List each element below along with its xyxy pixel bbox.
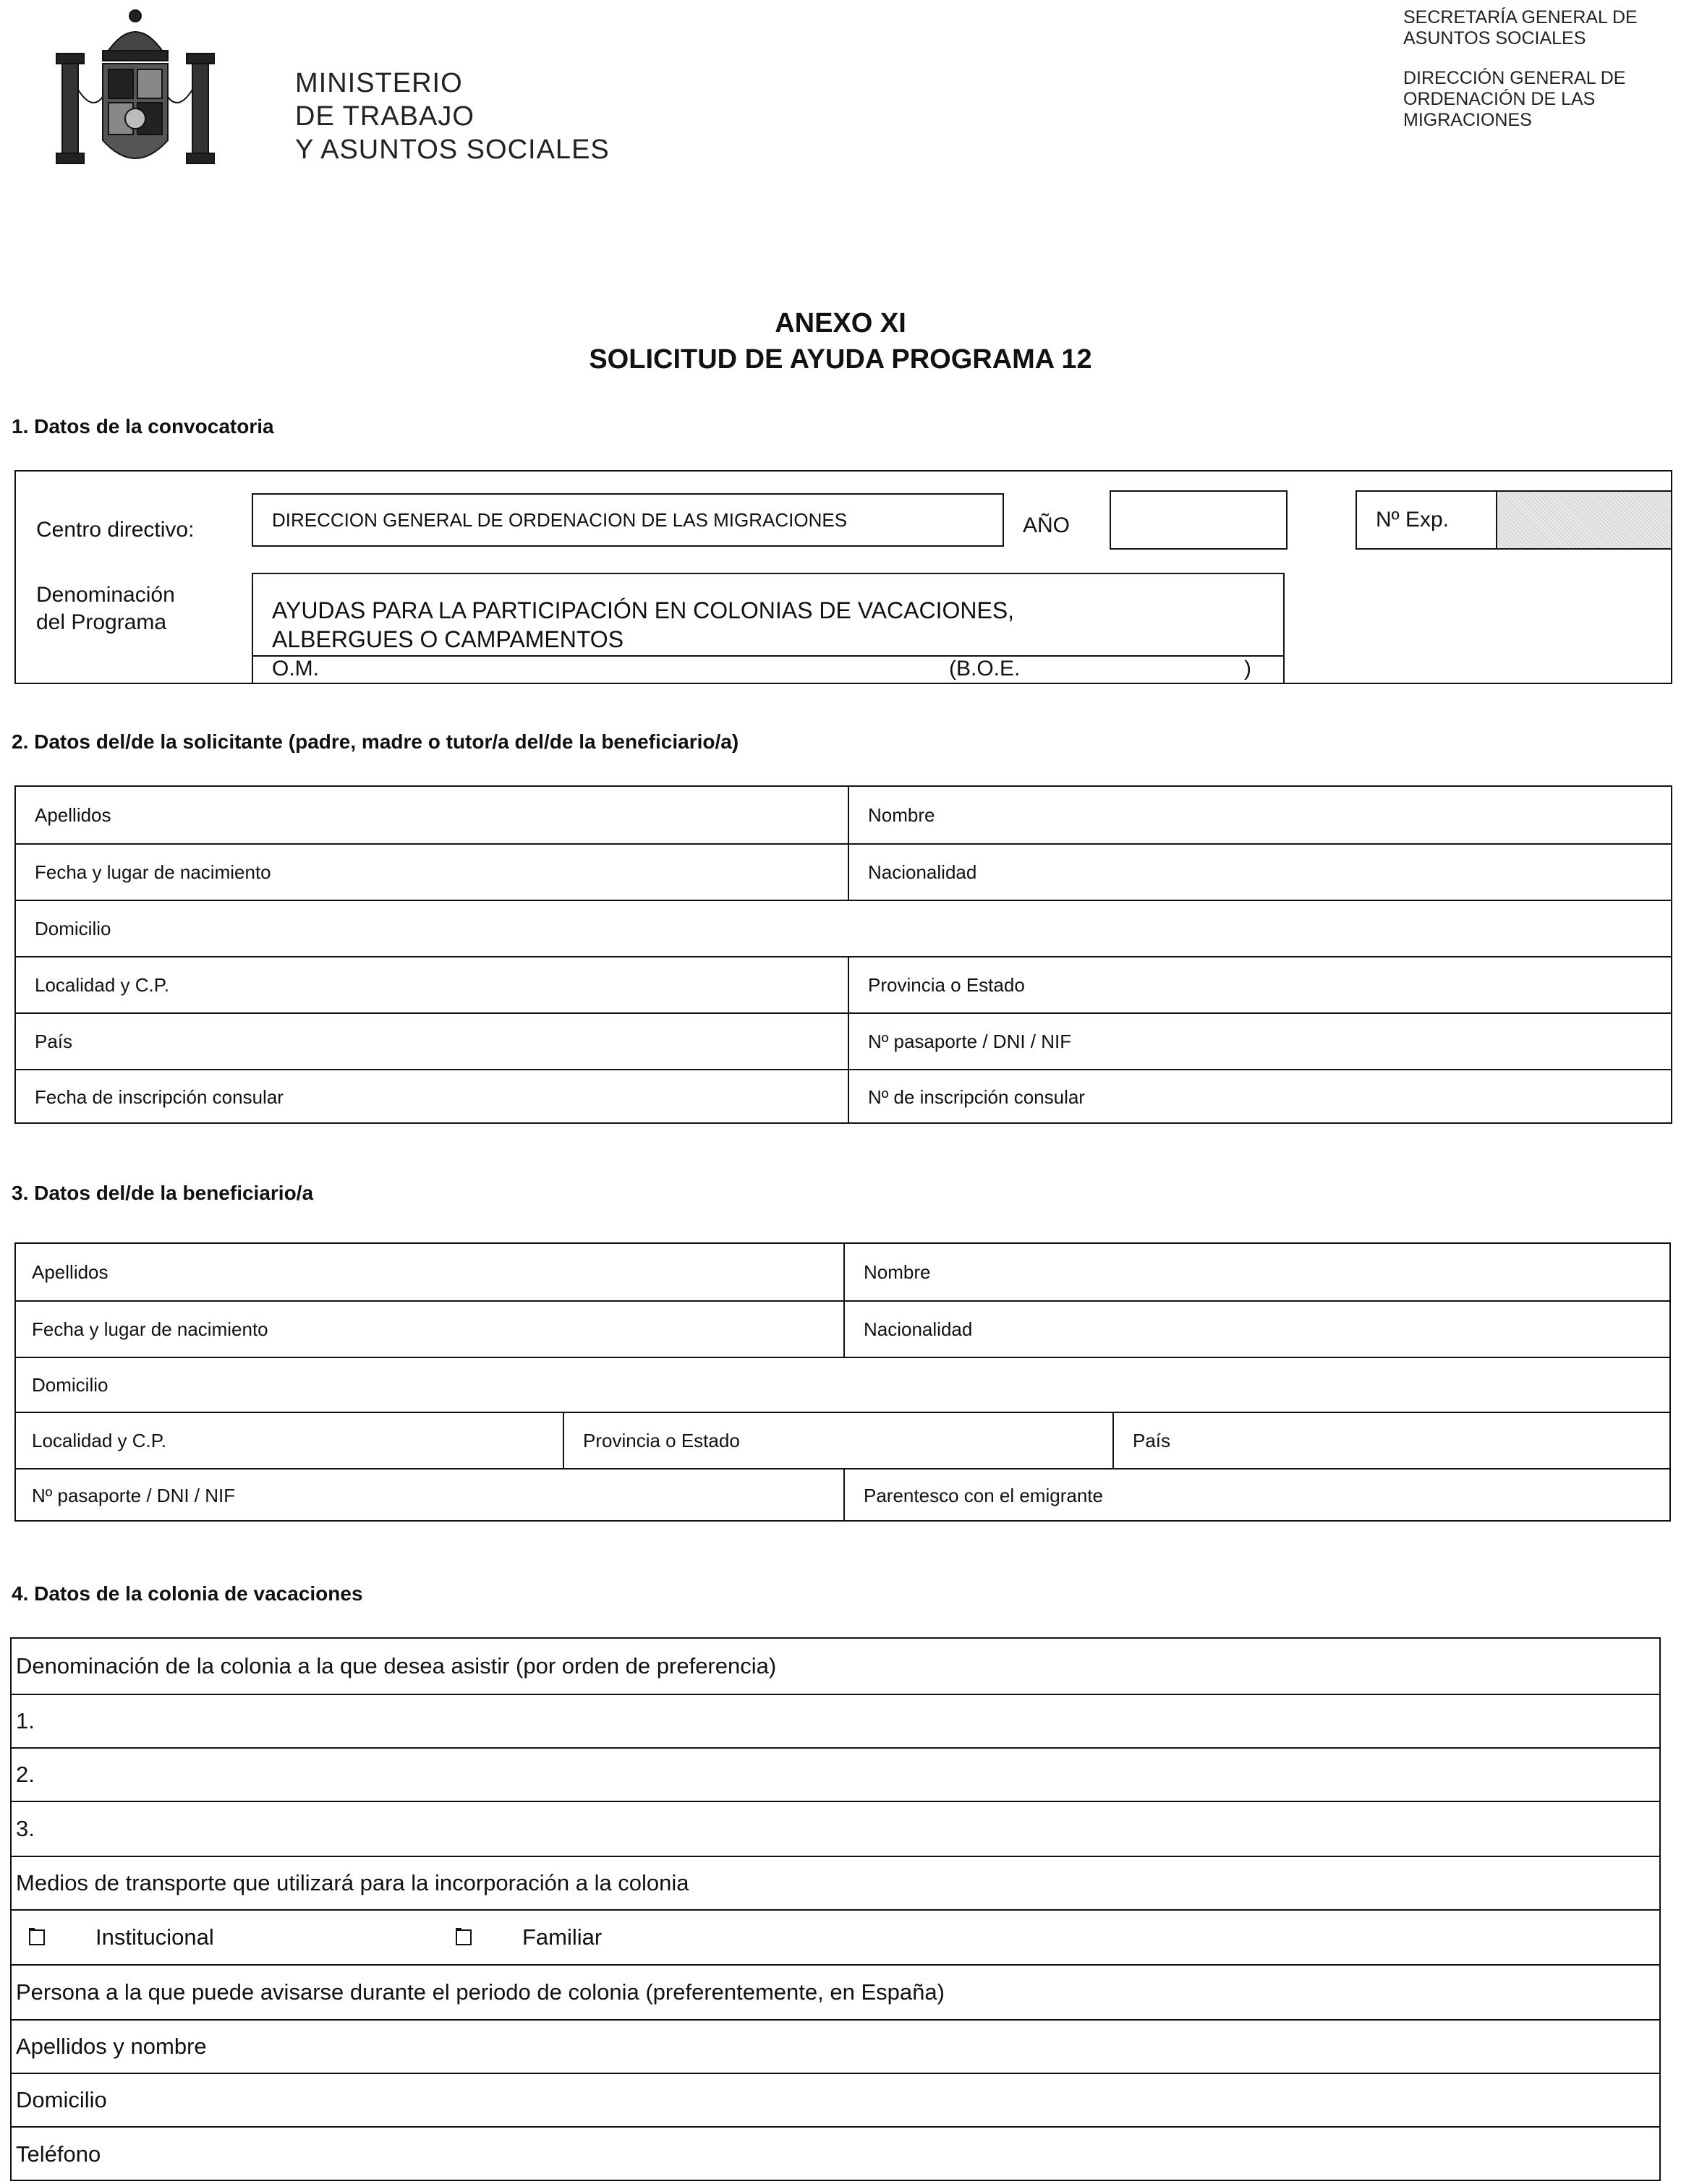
provincia-field[interactable]: Provincia o Estado: [563, 1413, 1112, 1468]
expediente-label: Nº Exp.: [1376, 508, 1449, 532]
colonia-option-3-field[interactable]: 3.: [16, 1816, 35, 1841]
transporte-label: Medios de transporte que utilizará para la incorporación a la colonia: [16, 1870, 689, 1895]
section-1-heading: 1. Datos de la convocatoria: [12, 415, 274, 438]
table-row: [12, 2073, 1659, 2126]
centro-directivo-field[interactable]: DIRECCION GENERAL DE ORDENACION DE LAS MIGRACIONES: [252, 493, 1004, 547]
annex-title: ANEXO XI: [775, 308, 906, 338]
domicilio-field[interactable]: Domicilio: [35, 917, 111, 939]
domicilio-field[interactable]: Domicilio: [16, 2087, 107, 2112]
nombre-field[interactable]: Nombre: [843, 1244, 1669, 1300]
localidad-cp-field[interactable]: Localidad y C.P.: [32, 1429, 166, 1451]
direccion-line: MIGRACIONES: [1403, 110, 1532, 130]
table-row: [16, 1069, 1671, 1124]
nacionalidad-field[interactable]: Nacionalidad: [843, 1302, 1669, 1357]
fecha-lugar-nacimiento-field[interactable]: Fecha y lugar de nacimiento: [35, 861, 271, 883]
table-row: [16, 1012, 1671, 1069]
table-row: [16, 1244, 1669, 1300]
section-3-heading: 3. Datos del/de la beneficiario/a: [12, 1182, 314, 1204]
anio-label: AÑO: [1023, 513, 1071, 537]
parentesco-field[interactable]: Parentesco con el emigrante: [843, 1469, 1669, 1522]
domicilio-field[interactable]: Domicilio: [32, 1373, 108, 1396]
table-row: [12, 1964, 1659, 2019]
programa-field[interactable]: [252, 573, 1285, 684]
table-row: [16, 956, 1671, 1012]
beneficiario-table: [14, 1242, 1671, 1522]
num-inscripcion-field[interactable]: Nº de inscripción consular: [848, 1070, 1671, 1124]
table-row: [16, 1468, 1669, 1522]
localidad-cp-field[interactable]: Localidad y C.P.: [35, 973, 169, 996]
familiar-label: Familiar: [522, 1924, 603, 1950]
familiar-option[interactable]: [438, 1911, 1659, 1964]
provincia-field[interactable]: Provincia o Estado: [848, 957, 1671, 1012]
table-row: [12, 1856, 1659, 1909]
apellidos-field[interactable]: Apellidos: [35, 803, 111, 826]
anio-field[interactable]: [1110, 490, 1288, 550]
section-4-heading: 4. Datos de la colonia de vacaciones: [12, 1582, 363, 1605]
issuing-body: [1403, 7, 1638, 150]
direccion-line: ORDENACIÓN DE LAS: [1403, 89, 1596, 109]
coat-of-arms-logo: [52, 3, 218, 184]
table-row: [12, 1694, 1659, 1747]
table-row: [16, 787, 1671, 843]
table-row: [16, 1357, 1669, 1412]
pasaporte-field[interactable]: Nº pasaporte / DNI / NIF: [32, 1484, 236, 1506]
fecha-lugar-nacimiento-field[interactable]: Fecha y lugar de nacimiento: [32, 1318, 268, 1340]
table-row: [16, 900, 1671, 956]
table-row: [12, 1909, 1659, 1964]
table-row: [12, 1747, 1659, 1801]
expediente-shaded-box: [1496, 492, 1671, 548]
nombre-field[interactable]: Nombre: [848, 787, 1671, 843]
table-row: [16, 1412, 1669, 1468]
colonia-option-1-field[interactable]: 1.: [16, 1708, 35, 1733]
form-title: SOLICITUD DE AYUDA PROGRAMA 12: [589, 344, 1092, 375]
solicitante-table: [14, 785, 1672, 1124]
ministry-line: Y ASUNTOS SOCIALES: [295, 135, 610, 165]
expediente-field[interactable]: [1356, 490, 1672, 550]
apellidos-nombre-field[interactable]: Apellidos y nombre: [16, 2034, 207, 2059]
programa-text: [272, 596, 1014, 654]
colonia-table: [10, 1637, 1661, 2181]
om-label: O.M.: [272, 657, 319, 681]
familiar-checkbox[interactable]: [456, 1929, 472, 1945]
boe-close: ): [1244, 657, 1251, 681]
institucional-checkbox[interactable]: [29, 1929, 45, 1945]
institucional-option[interactable]: [12, 1911, 438, 1964]
denominacion-colonia-label: Denominación de la colonia a la que desea asistir (por orden de preferencia): [16, 1653, 777, 1678]
section-2-heading: 2. Datos del/de la solicitante (padre, madre o tutor/a del/de la beneficiario/a): [12, 730, 739, 753]
om-boe-row[interactable]: [253, 655, 1283, 683]
secretaria-line: SECRETARÍA GENERAL DE: [1403, 7, 1638, 27]
fecha-inscripcion-field[interactable]: Fecha de inscripción consular: [35, 1085, 284, 1108]
pais-field[interactable]: País: [1112, 1413, 1669, 1468]
denominacion-label-line: Denominación: [36, 583, 175, 607]
ministry-line: DE TRABAJO: [295, 101, 474, 132]
boe-label: (B.O.E.: [949, 657, 1021, 681]
apellidos-field[interactable]: Apellidos: [32, 1261, 108, 1283]
denominacion-label-line: del Programa: [36, 610, 167, 634]
pasaporte-field[interactable]: Nº pasaporte / DNI / NIF: [848, 1014, 1671, 1069]
telefono-field[interactable]: Teléfono: [16, 2141, 101, 2167]
ministry-line: MINISTERIO: [295, 68, 463, 98]
table-row: [12, 1639, 1659, 1694]
programa-line: AYUDAS PARA LA PARTICIPACIÓN EN COLONIAS DE VACACIONES,: [272, 597, 1015, 623]
pais-field[interactable]: País: [35, 1030, 73, 1052]
secretaria-line: ASUNTOS SOCIALES: [1403, 28, 1586, 48]
persona-aviso-label: Persona a la que puede avisarse durante el periodo de colonia (preferentemente, en España): [16, 1979, 945, 2005]
table-row: [16, 843, 1671, 900]
institucional-label: Institucional: [95, 1924, 214, 1950]
ministry-name: [295, 67, 610, 166]
colonia-option-2-field[interactable]: 2.: [16, 1762, 35, 1787]
denominacion-label: [36, 581, 175, 636]
table-row: [16, 1300, 1669, 1357]
table-row: [12, 2126, 1659, 2181]
direccion-line: DIRECCIÓN GENERAL DE: [1403, 68, 1626, 88]
programa-line: ALBERGUES O CAMPAMENTOS: [272, 626, 624, 652]
nacionalidad-field[interactable]: Nacionalidad: [848, 845, 1671, 900]
table-row: [12, 2019, 1659, 2073]
table-row: [12, 1801, 1659, 1856]
centro-directivo-label: Centro directivo:: [36, 518, 195, 542]
